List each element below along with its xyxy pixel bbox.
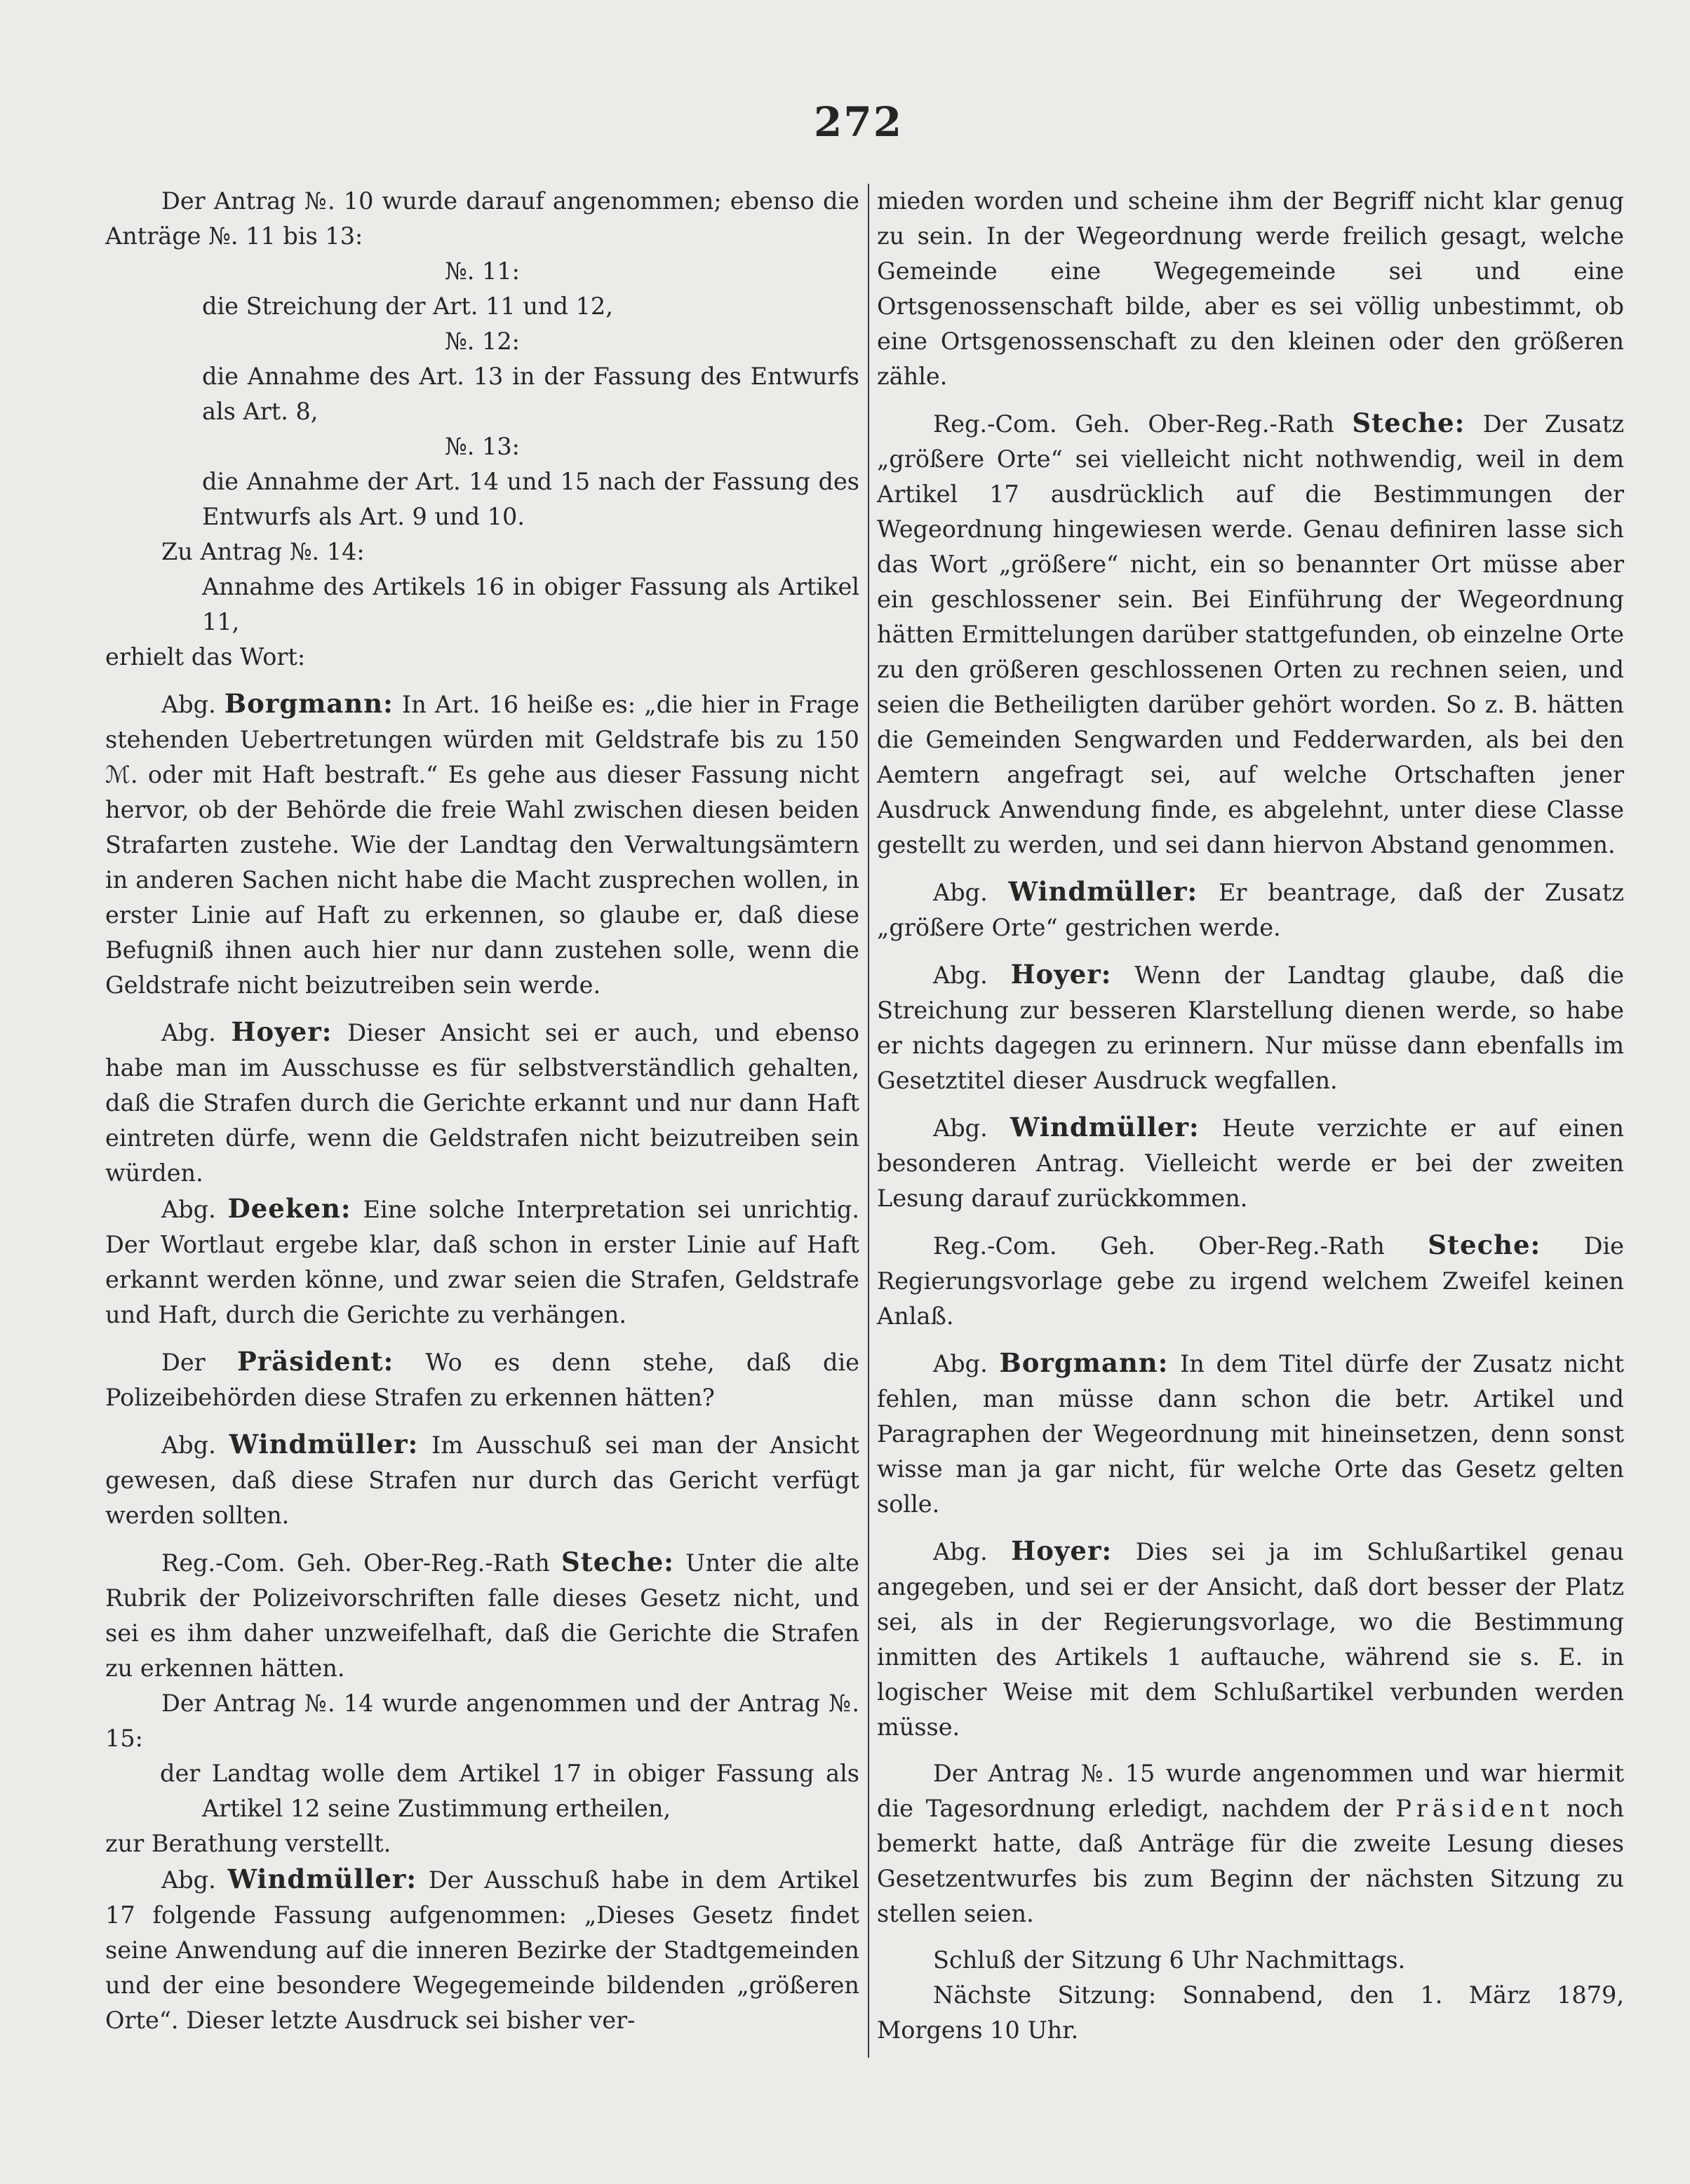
speech	[105, 1861, 859, 2038]
left-column	[105, 184, 859, 2038]
president-mention: Präsident	[1395, 1795, 1555, 1822]
speaker-prefix: Abg.	[933, 962, 988, 989]
speech-text: Der Zusatz „größere Orte“ sei vielleicht nicht nothwendig, weil in dem Artikel 17 ausdrücklich auf die Bestimmungen der Wegeordnung hingewiesen werde. Genau definiren lasse sich das Wort „größere“ nicht, ein so benannter Ort müsse aber ein geschlossener sein. Bei Einführung der Wegeordnung hätten Ermittelungen darüber stattgefunden, ob einzelne Orte zu den größeren geschlossenen Orten zu rechnen seien, und seien die Betheiligten darüber gehört worden. So z. B. hätten die Gemeinden Sengwarden und Fedderwarden, als bei den Aemtern angefragt sei, auf welche Ortschaften jener Ausdruck Anwendung finde, es abgelehnt, unter diese Classe gestellt zu werden, und sei dann hiervon Abstand genommen.	[877, 410, 1624, 858]
speaker-prefix: Reg.-Com. Geh. Ober-Reg.-Rath	[161, 1549, 550, 1577]
speaker-name: Deeken:	[227, 1193, 351, 1224]
speech	[105, 686, 859, 1003]
paragraph	[877, 1756, 1624, 1932]
motion-text: die Streichung der Art. 11 und 12,	[202, 292, 613, 320]
motion-heading: №. 13:	[445, 433, 520, 460]
speaker-name: Windmüller:	[227, 1863, 417, 1894]
speech-text: In Art. 16 heiße es: „die hier in Frage stehenden Uebertretungen würden mit Geldstrafe bis zu 150 ℳ. oder mit Haft bestraft.“ Es gehe aus dieser Fassung nicht hervor, ob der Behörde die freie Wahl zwischen diesen beiden Strafarten zustehe. Wie der Landtag den Verwaltungsämtern in anderen Sachen nicht habe die Macht zusprechen wollen, in erster Linie auf Haft zu erkennen, so glaube er, daß diese Befugniß ihnen auch hier nur dann zustehen solle, wenn die Geldstrafe nicht beizutreiben sein werde.	[105, 691, 859, 999]
speech	[105, 1191, 859, 1333]
speech	[877, 1227, 1624, 1334]
next-session: Nächste Sitzung: Sonnabend, den 1. März 1879, Morgens 10 Uhr.	[877, 1981, 1624, 2044]
speaker-prefix: Der	[161, 1349, 206, 1376]
speaker-prefix: Abg.	[161, 1431, 216, 1459]
speech-text: Heute verzichte er auf einen besonderen Antrag. Vielleicht werde er bei der zweiten Lesung darauf zurückkommen.	[877, 1114, 1625, 1212]
motion-text: die Annahme des Art. 13 in der Fassung des Entwurfs als Art. 8,	[202, 363, 859, 425]
speech-text: Wenn der Landtag glaube, daß die Streichung zur besseren Klarstellung dienen werde, so habe er nichts dagegen zu erinnern. Nur müsse dann ebenfalls im Gesetztitel dieser Ausdruck wegfallen.	[877, 962, 1625, 1094]
speaker-name: Hoyer:	[1010, 959, 1112, 990]
speech	[105, 1544, 859, 1686]
speaker-name: Windmüller:	[1010, 1112, 1200, 1142]
speech	[105, 1344, 859, 1415]
speaker-name: Windmüller:	[1008, 876, 1198, 907]
speech	[877, 405, 1624, 863]
speaker-name: Hoyer:	[231, 1016, 333, 1047]
speaker-name: Borgmann:	[999, 1347, 1169, 1378]
speaker-prefix: Reg.-Com. Geh. Ober-Reg.-Rath	[933, 410, 1334, 438]
paragraph: mieden worden und scheine ihm der Begriff nicht klar genug zu sein. In der Wegeordnung werde freilich gesagt, welche Gemeinde eine Wegegemeinde sei und eine Ortsgenossenschaft bilde, aber es sei völlig unbestimmt, ob eine Ortsgenossenschaft zu den kleinen oder den größeren zähle.	[877, 187, 1624, 390]
speech-text: Die Regierungsvorlage gebe zu irgend welchem Zweifel keinen Anlaß.	[877, 1232, 1625, 1330]
motion-heading: №. 11:	[445, 257, 520, 285]
speech-text: Er beantrage, daß der Zusatz „größere Orte“ gestrichen werde.	[877, 879, 1625, 941]
speech	[105, 1427, 859, 1533]
paragraph-text: Der Antrag №. 15 wurde angenommen und war hiermit die Tagesordnung erledigt, nachdem der	[877, 1760, 1624, 1822]
speaker-name: Windmüller:	[229, 1429, 419, 1460]
speaker-name: Hoyer:	[1011, 1535, 1113, 1566]
speaker-prefix: Abg.	[161, 1866, 216, 1894]
motion-heading: №. 12:	[445, 328, 520, 355]
speech-text: Unter die alte Rubrik der Polizeivorschriften falle dieses Gesetz nicht, und sei es ihm daher unzweifelhaft, daß die Gerichte die Strafen zu erkennen hätten.	[105, 1549, 859, 1682]
speaker-prefix: Abg.	[161, 1019, 216, 1046]
speech	[105, 1014, 859, 1191]
speaker-prefix: Abg.	[933, 1114, 988, 1142]
speaker-name: Steche:	[1428, 1229, 1541, 1260]
paragraph: Der Antrag №. 10 wurde darauf angenommen; ebenso die Anträge №. 11 bis 13:	[105, 187, 859, 250]
speaker-prefix: Abg.	[933, 1350, 988, 1377]
speaker-prefix: Abg.	[933, 1538, 988, 1565]
speech	[877, 1533, 1624, 1745]
speech	[877, 874, 1624, 945]
session-close: Schluß der Sitzung 6 Uhr Nachmittags.	[933, 1946, 1406, 1974]
speaker-name: Steche:	[1352, 407, 1466, 438]
right-column	[877, 184, 1624, 2048]
paragraph-text: noch bemerkt hatte, daß Anträge für die zweite Lesung dieses Gesetzentwurfes bis zum Beginn der nächsten Sitzung zu stellen seien.	[877, 1795, 1625, 1927]
paragraph: Zu Antrag №. 14:	[161, 538, 365, 565]
motion-text: die Annahme der Art. 14 und 15 nach der Fassung des Entwurfs als Art. 9 und 10.	[202, 468, 859, 530]
speaker-prefix: Reg.-Com. Geh. Ober-Reg.-Rath	[933, 1232, 1385, 1260]
speech-text: Dieser Ansicht sei er auch, und ebenso habe man im Ausschusse es für selbstverständlich gehalten, daß die Strafen durch die Gerichte erkannt und nur dann Haft eintreten dürfe, wenn die Geldstrafen nicht beizutreiben sein würden.	[105, 1019, 860, 1187]
speaker-prefix: Abg.	[161, 691, 216, 718]
speech-text: In dem Titel dürfe der Zusatz nicht fehlen, man müsse dann schon die betr. Artikel und Paragraphen der Wegeordnung mit hineinsetzen, denn sonst wisse man ja gar nicht, für welche Orte das Gesetz gelten solle.	[877, 1350, 1624, 1518]
speech-text: Der Ausschuß habe in dem Artikel 17 folgende Fassung aufgenommen: „Dieses Gesetz findet seine Anwendung auf die inneren Bezirke der Stadtgemeinden und der eine besondere Wegegemeinde bildenden „größeren Orte“. Dieser letzte Ausdruck sei bisher ver-	[105, 1866, 860, 2034]
paragraph: Der Antrag №. 14 wurde angenommen und der Antrag №. 15:	[105, 1690, 859, 1752]
speaker-name: Steche:	[561, 1546, 674, 1577]
paragraph: erhielt das Wort:	[105, 643, 306, 670]
paragraph: zur Berathung verstellt.	[105, 1830, 391, 1857]
speech-text: Wo es denn stehe, daß die Polizeibehörden diese Strafen zu erkennen hätten?	[105, 1349, 859, 1411]
speaker-name: Präsident:	[236, 1346, 394, 1377]
speech	[877, 1110, 1624, 1216]
motion-text: der Landtag wolle dem Artikel 17 in obiger Fassung als Artikel 12 seine Zustimmung ertheilen,	[160, 1760, 859, 1822]
page-number: 272	[814, 98, 904, 146]
speaker-prefix: Abg.	[933, 879, 988, 906]
motion-text: Annahme des Artikels 16 in obiger Fassung als Artikel 11,	[202, 573, 859, 635]
speech-text: Eine solche Interpretation sei unrichtig. Der Wortlaut ergebe klar, daß schon in erster Linie auf Haft erkannt werden könne, und zwar seien die Strafen, Geldstrafe und Haft, durch die Gerichte zu verhängen.	[105, 1196, 859, 1328]
column-divider	[868, 184, 869, 2058]
speech	[877, 957, 1624, 1098]
speaker-name: Borgmann:	[224, 688, 394, 719]
speaker-prefix: Abg.	[161, 1196, 216, 1223]
speech-text: Dies sei ja im Schlußartikel genau angegeben, und sei er der Ansicht, daß dort besser der Platz sei, als in der Regierungsvorlage, wo die Bestimmung inmitten des Artikels 1 auftauche, während sie s. E. in logischer Weise mit dem Schlußartikel verbunden werden müsse.	[877, 1538, 1624, 1741]
speech-text: Im Ausschuß sei man der Ansicht gewesen, daß diese Strafen nur durch das Gericht verfügt werden sollten.	[105, 1431, 859, 1529]
speech	[877, 1345, 1624, 1522]
